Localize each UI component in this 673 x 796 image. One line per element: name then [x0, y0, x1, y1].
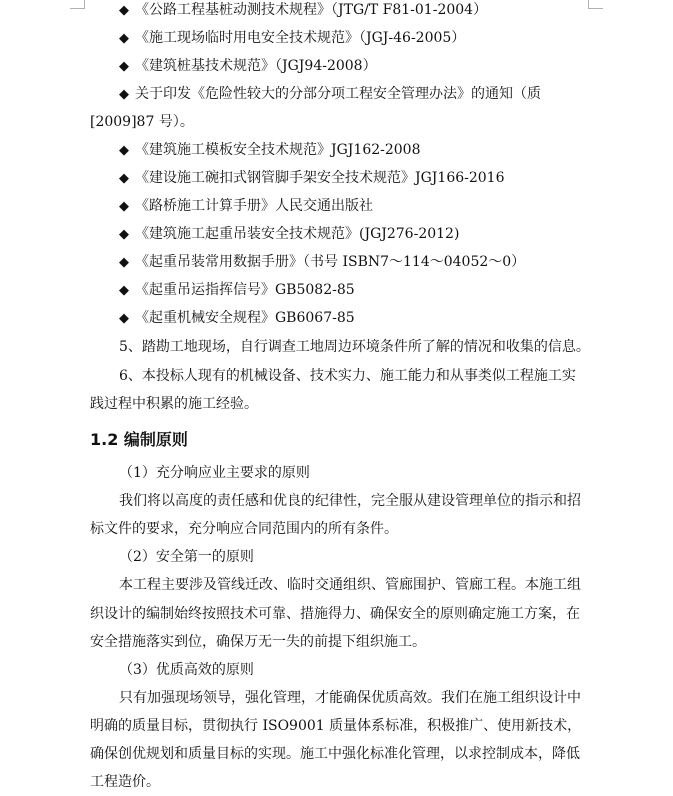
paragraph-line: 确保创优规划和质量目标的实现。施工中强化标准化管理，以求控制成本，降低	[90, 746, 580, 762]
crop-mark-right	[588, 0, 603, 9]
reference-text: 《公路工程基桩动测技术规程》（JTG/T F81-01-2004）	[135, 2, 488, 18]
principle-heading: （1）充分响应业主要求的原则	[119, 465, 310, 481]
reference-text: 《建筑施工起重吊装安全技术规范》(JGJ276-2012)	[135, 226, 460, 242]
principle-heading: （3）优质高效的原则	[119, 662, 254, 678]
reference-item	[119, 140, 421, 161]
reference-item	[119, 308, 355, 329]
diamond-bullet-icon: ◆	[119, 227, 129, 242]
paragraph-line: 我们将以高度的责任感和优良的纪律性，完全服从建设管理单位的指示和招	[119, 493, 581, 509]
diamond-bullet-icon: ◆	[119, 31, 129, 46]
reference-text: 《建筑施工模板安全技术规范》JGJ162-2008	[135, 142, 421, 158]
diamond-bullet-icon: ◆	[119, 283, 129, 298]
reference-item	[119, 84, 541, 105]
diamond-bullet-icon: ◆	[119, 143, 129, 158]
reference-item	[119, 28, 465, 49]
reference-text: 《起重吊装常用数据手册》（书号 ISBN7～114～04052～0）	[135, 254, 526, 270]
section-heading: 1.2 编制原则	[90, 430, 188, 449]
reference-text: [2009]87 号）。	[90, 114, 194, 130]
diamond-bullet-icon: ◆	[119, 199, 129, 214]
diamond-bullet-icon: ◆	[119, 3, 129, 18]
basis-item-5: 5、踏勘工地现场，自行调查工地周边环境条件所了解的情况和收集的信息。	[119, 339, 590, 355]
reference-item	[119, 280, 355, 301]
basis-item-6-line2: 践过程中积累的施工经验。	[90, 396, 258, 412]
reference-continuation	[90, 112, 194, 132]
principle-heading: （2）安全第一的原则	[119, 549, 254, 565]
reference-item	[119, 168, 505, 189]
reference-text: 《起重机械安全规程》GB6067-85	[135, 310, 355, 326]
diamond-bullet-icon: ◆	[119, 255, 129, 270]
basis-item-6-line1: 6、本投标人现有的机械设备、技术实力、施工能力和从事类似工程施工实	[119, 368, 576, 384]
paragraph-line: 标文件的要求，充分响应合同范围内的所有条件。	[90, 521, 398, 537]
diamond-bullet-icon: ◆	[119, 311, 129, 326]
reference-item	[119, 224, 459, 245]
reference-item	[119, 196, 373, 217]
paragraph-line: 本工程主要涉及管线迁改、临时交通组织、管廊围护、管廊工程。本施工组	[119, 577, 581, 593]
reference-text: 《路桥施工计算手册》人民交通出版社	[135, 198, 373, 214]
crop-mark-left	[70, 0, 85, 9]
reference-item	[119, 252, 525, 273]
diamond-bullet-icon: ◆	[119, 87, 129, 102]
paragraph-line: 织设计的编制始终按照技术可靠、措施得力、确保安全的原则确定施工方案，在	[90, 606, 580, 622]
reference-text: 《起重吊运指挥信号》GB5082-85	[135, 282, 355, 298]
paragraph-line: 明确的质量目标，贯彻执行 ISO9001 质量体系标准，积极推广、使用新技术，	[90, 718, 582, 734]
reference-item	[119, 0, 487, 21]
paragraph-line: 只有加强现场领导，强化管理，才能确保优质高效。我们在施工组织设计中	[119, 690, 581, 706]
reference-item	[119, 56, 377, 77]
paragraph-line: 安全措施落实到位，确保万无一失的前提下组织施工。	[90, 634, 426, 650]
reference-text: 《建设施工碗扣式钢管脚手架安全技术规范》JGJ166-2016	[135, 170, 505, 186]
diamond-bullet-icon: ◆	[119, 171, 129, 186]
reference-text: 《施工现场临时用电安全技术规范》（JGJ-46-2005）	[135, 30, 466, 46]
reference-text: 关于印发《危险性较大的分部分项工程安全管理办法》的通知（质	[135, 86, 541, 102]
diamond-bullet-icon: ◆	[119, 59, 129, 74]
reference-text: 《建筑桩基技术规范》（JGJ94-2008）	[135, 58, 377, 74]
paragraph-line: 工程造价。	[90, 774, 160, 790]
